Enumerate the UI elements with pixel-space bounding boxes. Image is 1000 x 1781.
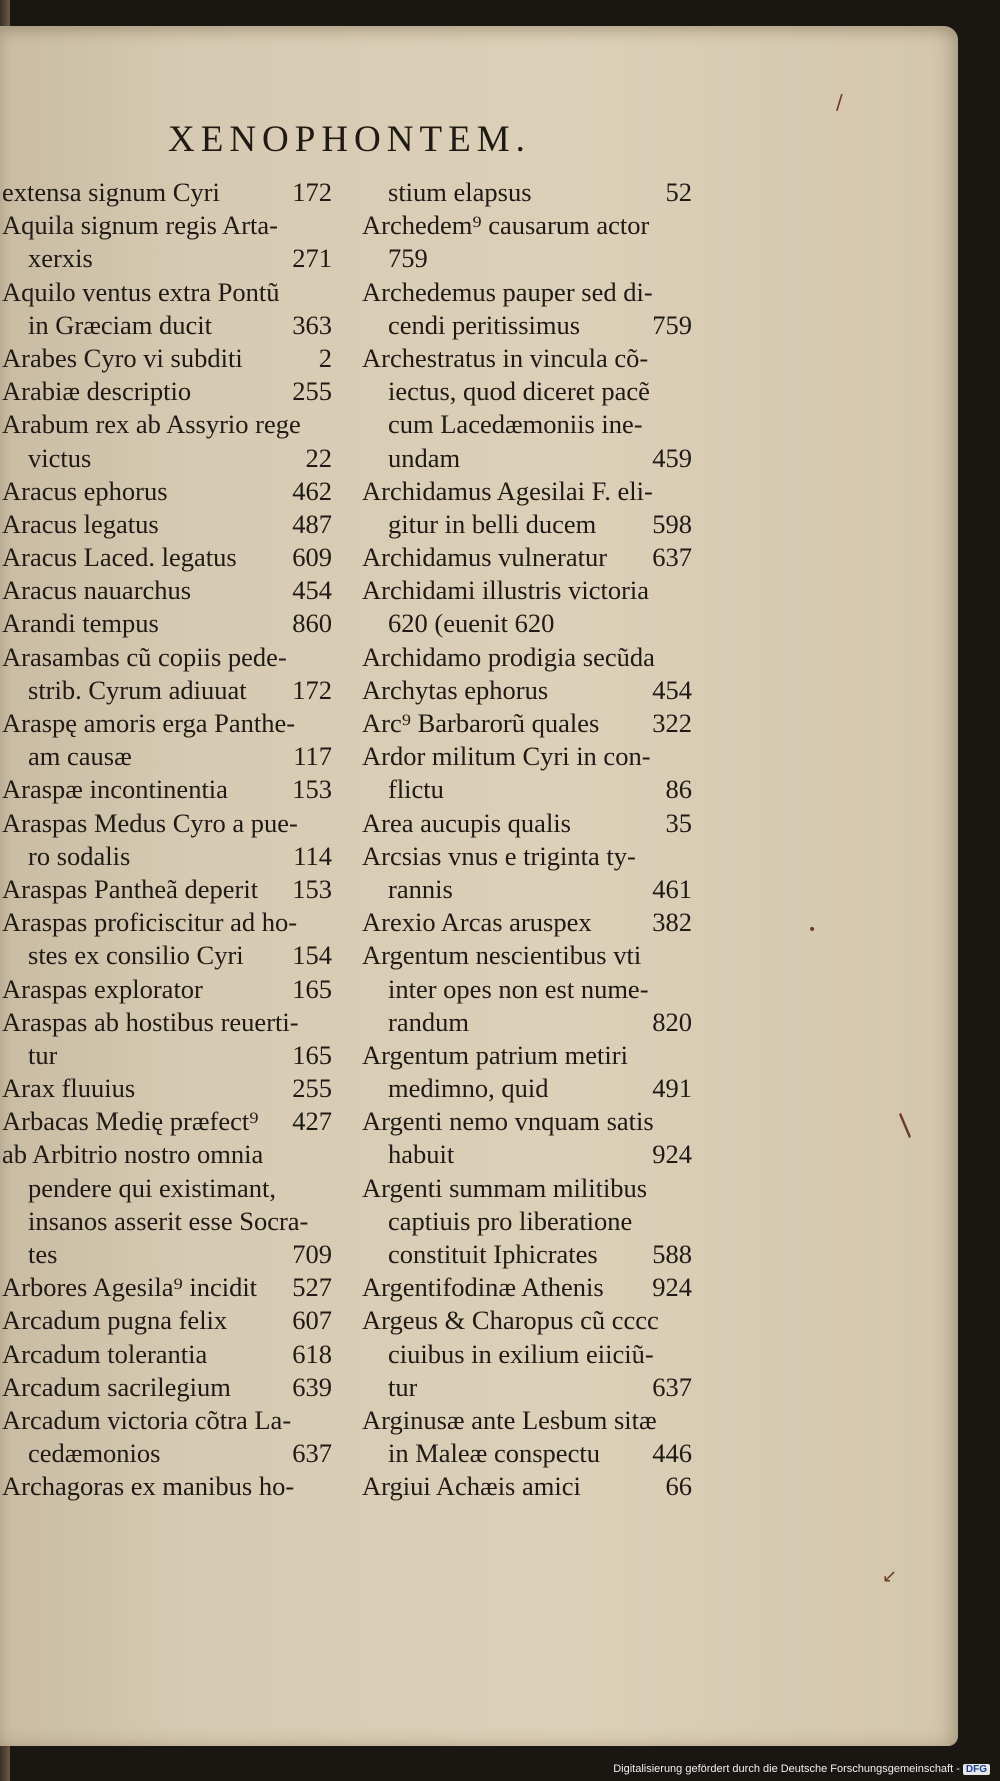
index-page-number: 382	[652, 907, 692, 938]
index-entry-line	[362, 309, 692, 342]
index-page-number	[326, 276, 332, 309]
index-entry-line	[2, 176, 332, 209]
index-entry-line	[362, 242, 692, 275]
dfg-logo: DFG	[963, 1764, 990, 1775]
index-entry-line	[2, 1072, 332, 1105]
index-entry-text: Arasambas cũ copiis pede-	[2, 641, 287, 672]
index-entry-text: ro sodalis	[28, 840, 131, 871]
index-page-number	[686, 1172, 692, 1205]
index-page-number	[326, 1404, 332, 1437]
index-entry-line	[362, 740, 692, 773]
index-entry-line	[362, 1172, 692, 1205]
index-entry-line	[2, 1039, 332, 1072]
index-page-number: 255	[292, 376, 332, 407]
index-entry-line	[362, 973, 692, 1006]
index-entry-line	[2, 242, 332, 275]
index-page-number	[686, 740, 692, 773]
index-entry-line	[2, 1437, 332, 1470]
index-entry-line	[2, 707, 332, 740]
index-entry-line	[2, 641, 332, 674]
index-page-number: 491	[652, 1073, 692, 1104]
index-entry-line	[2, 574, 332, 607]
index-entry-text: Archestratus in vincula cõ-	[362, 342, 649, 373]
index-entry-text: Araspas Medus Cyro a pue-	[2, 807, 298, 838]
index-page-number	[326, 408, 332, 441]
index-entry-line	[2, 209, 332, 242]
index-entry-line	[362, 342, 692, 375]
index-page-number: 363	[292, 309, 332, 340]
index-page-number	[686, 342, 692, 375]
index-entry-text: Ardor militum Cyri in con-	[362, 741, 651, 772]
index-entry-text: xerxis	[28, 243, 93, 274]
index-page-number	[686, 641, 692, 674]
index-entry-line	[2, 1238, 332, 1271]
index-entry-line	[362, 773, 692, 806]
index-page-number: 322	[652, 708, 692, 738]
index-page-number: 86	[665, 774, 692, 805]
index-entry-text: cum Lacedæmoniis ine-	[388, 409, 643, 440]
index-entry-line	[362, 375, 692, 408]
index-entry-text: Archidami illustris victoria	[362, 575, 650, 606]
index-page-number: 446	[652, 1438, 692, 1469]
index-entry-text: undam	[388, 442, 461, 473]
index-entry-text: pendere qui existimant,	[28, 1172, 276, 1203]
index-entry-text: stium elapsus	[388, 177, 532, 207]
index-entry-line	[362, 807, 692, 840]
index-entry-text: Araspas ab hostibus reuerti-	[2, 1006, 299, 1037]
index-page-number: 527	[292, 1272, 332, 1303]
index-entry-text: Argiui Achæis amici	[362, 1471, 581, 1502]
index-entry-line	[362, 408, 692, 441]
index-entry-line	[2, 475, 332, 508]
index-entry-text: tes	[28, 1239, 58, 1269]
index-page-number: 153	[292, 774, 332, 805]
index-entry-text: habuit	[388, 1139, 455, 1170]
index-entry-line	[2, 1338, 332, 1371]
index-page-number	[686, 1304, 692, 1337]
index-page-number: 609	[292, 542, 332, 573]
index-page-number	[686, 242, 692, 275]
index-page-number: 52	[665, 177, 692, 207]
index-entry-text: Archidamus vulneratur	[362, 542, 608, 573]
index-entry-text: Araspas explorator	[2, 973, 203, 1004]
index-entry-text: ab Arbitrio nostro omnia	[2, 1139, 264, 1170]
index-entry-text: in Græciam ducit	[28, 309, 212, 340]
index-page-number	[326, 641, 332, 674]
index-entry-line	[362, 840, 692, 873]
ink-mark: •	[808, 922, 817, 938]
index-page-number: 427	[292, 1106, 332, 1137]
index-page-number: 255	[292, 1073, 332, 1104]
index-entry-text: Arcsias vnus e triginta ty-	[362, 840, 636, 871]
index-entry-line	[2, 939, 332, 972]
index-entry-text: Argentum patrium metiri	[362, 1039, 628, 1070]
index-entry-line	[2, 1404, 332, 1437]
index-entry-line	[362, 1205, 692, 1238]
index-entry-text: Arcadum pugna felix	[2, 1305, 228, 1336]
index-entry-line	[362, 674, 692, 707]
index-page-number	[326, 906, 332, 939]
index-page-number	[686, 840, 692, 873]
index-column-right	[362, 176, 692, 1504]
index-page-number: 637	[292, 1438, 332, 1469]
index-page-number: 588	[652, 1239, 692, 1269]
running-head: XENOPHONTEM.	[168, 119, 531, 160]
index-page-number	[326, 1138, 332, 1171]
ink-mark: /	[889, 1108, 921, 1143]
index-entry-text: 620 (euenit 620	[388, 608, 555, 639]
index-page-number: 637	[652, 542, 692, 573]
index-entry-line	[362, 1404, 692, 1437]
index-entry-line	[362, 475, 692, 508]
index-entry-line	[2, 276, 332, 309]
book-page	[0, 26, 958, 1746]
index-page-number: 22	[305, 442, 332, 473]
index-entry-text: Aracus legatus	[2, 508, 159, 539]
index-entry-text: iectus, quod diceret pacẽ	[388, 376, 650, 407]
footer-text: Digitalisierung gefördert durch die Deutsche Forschungsgemeinschaft -	[613, 1763, 960, 1775]
index-page-number: 709	[292, 1239, 332, 1269]
index-entry-line	[2, 740, 332, 773]
index-entry-text: constituit Iphicrates	[388, 1239, 598, 1269]
index-entry-line	[2, 1205, 332, 1238]
index-entry-text: Aracus Laced. legatus	[2, 542, 237, 573]
index-entry-line	[362, 1470, 692, 1503]
index-page-number	[686, 408, 692, 441]
index-page-number: 66	[665, 1471, 692, 1502]
index-entry-line	[2, 906, 332, 939]
index-entry-line	[2, 442, 332, 475]
index-page-number: 820	[652, 1006, 692, 1037]
index-entry-text: Arabes Cyro vi subditi	[2, 342, 243, 373]
index-entry-text: Area aucupis qualis	[362, 807, 571, 838]
index-entry-line	[362, 1371, 692, 1404]
index-page-number: 165	[292, 1039, 332, 1070]
index-page-number: 607	[292, 1305, 332, 1336]
index-entry-text: Arabiæ descriptio	[2, 376, 192, 407]
index-entry-text: Argenti nemo vnquam satis	[362, 1106, 654, 1137]
index-entry-line	[2, 408, 332, 441]
index-entry-text: Arcadum tolerantia	[2, 1338, 208, 1369]
index-page-number: 461	[652, 873, 692, 904]
index-page-number	[326, 1470, 332, 1503]
index-page-number	[326, 707, 332, 740]
index-page-number: 924	[652, 1139, 692, 1170]
index-entry-text: Arcadum sacrilegium	[2, 1371, 231, 1402]
index-page-number: 454	[292, 575, 332, 606]
index-entry-line	[362, 906, 692, 939]
index-entry-line	[362, 1271, 692, 1304]
digitization-footer	[613, 1763, 990, 1775]
index-entry-text: Araspas proficiscitur ad ho-	[2, 907, 298, 938]
index-page-number	[686, 1105, 692, 1138]
index-page-number: 618	[292, 1338, 332, 1369]
index-entry-line	[2, 840, 332, 873]
index-page-number: 639	[292, 1371, 332, 1402]
index-page-number: 459	[652, 442, 692, 473]
index-entry-line	[2, 508, 332, 541]
index-entry-text: medimno, quid	[388, 1073, 549, 1104]
index-entry-line	[362, 541, 692, 574]
index-page-number	[686, 973, 692, 1006]
index-entry-line	[2, 773, 332, 806]
index-entry-line	[362, 209, 692, 242]
index-page-number	[686, 209, 692, 242]
index-entry-text: cedæmonios	[28, 1438, 161, 1469]
index-entry-text: Archidamo prodigia secũda	[362, 641, 655, 672]
index-entry-text: Argenti summam militibus	[362, 1172, 648, 1203]
index-entry-line	[362, 1072, 692, 1105]
index-entry-line	[362, 939, 692, 972]
index-entry-line	[2, 1105, 332, 1138]
index-entry-text: captiuis pro liberatione	[388, 1205, 633, 1236]
index-entry-text: Arbacas Medię præfect⁹	[2, 1106, 259, 1137]
index-entry-line	[362, 1437, 692, 1470]
index-entry-line	[362, 1138, 692, 1171]
index-entry-line	[2, 1371, 332, 1404]
index-page-number: 637	[652, 1371, 692, 1402]
index-page-number	[686, 1205, 692, 1238]
index-entry-line	[2, 873, 332, 906]
index-page-number: 271	[292, 243, 332, 274]
index-entry-line	[2, 973, 332, 1006]
index-entry-line	[2, 1138, 332, 1171]
index-page-number: 759	[652, 309, 692, 340]
index-page-number: 172	[292, 177, 332, 207]
index-entry-text: tur	[28, 1039, 58, 1070]
index-page-number	[686, 475, 692, 508]
ink-mark: /	[836, 90, 843, 114]
index-page-number	[686, 276, 692, 309]
index-entry-text: flictu	[388, 774, 444, 805]
index-entry-text: ciuibus in exilium eiiciũ-	[388, 1338, 654, 1369]
index-entry-text: in Maleæ conspectu	[388, 1438, 600, 1469]
index-page-number: 153	[292, 873, 332, 904]
index-page-number	[686, 1338, 692, 1371]
index-entry-line	[362, 1304, 692, 1337]
index-page-number: 165	[292, 973, 332, 1004]
index-page-number	[686, 939, 692, 972]
index-entry-text: victus	[28, 442, 92, 473]
index-entry-line	[2, 807, 332, 840]
ink-mark: ↙	[882, 1566, 898, 1587]
index-entry-text: stes ex consilio Cyri	[28, 940, 244, 971]
index-entry-line	[362, 508, 692, 541]
index-page-number: 154	[292, 940, 332, 971]
index-entry-text: Archytas ephorus	[362, 674, 549, 705]
index-page-number	[326, 807, 332, 840]
index-entry-text: Archagoras ex manibus ho-	[2, 1471, 295, 1502]
index-entry-line	[2, 1470, 332, 1503]
index-entry-text: Arbores Agesila⁹ incidit	[2, 1272, 258, 1303]
index-entry-text: Arcadum victoria cõtra La-	[2, 1404, 292, 1435]
index-entry-text: rannis	[388, 873, 453, 904]
index-entry-text: Araspę amoris erga Panthe-	[2, 708, 296, 738]
index-page-number	[686, 375, 692, 408]
index-column-left	[2, 176, 332, 1504]
index-entry-line	[2, 1271, 332, 1304]
index-entry-line	[2, 309, 332, 342]
index-entry-text: Arginusæ ante Lesbum sitæ	[362, 1404, 657, 1435]
index-page-number: 860	[292, 608, 332, 639]
index-entry-line	[362, 1105, 692, 1138]
index-entry-line	[362, 873, 692, 906]
index-page-number	[326, 1172, 332, 1205]
index-entry-line	[2, 342, 332, 375]
index-entry-text: gitur in belli ducem	[388, 508, 597, 539]
index-entry-text: Argeus & Charopus cũ cccc	[362, 1305, 659, 1336]
index-entry-line	[362, 1338, 692, 1371]
index-entry-text: randum	[388, 1006, 469, 1037]
index-page-number: 172	[292, 674, 332, 705]
index-page-number	[686, 1039, 692, 1072]
index-entry-line	[2, 607, 332, 640]
index-entry-line	[362, 574, 692, 607]
index-entry-line	[362, 1039, 692, 1072]
index-entry-text: Arax fluuius	[2, 1073, 136, 1104]
index-page-number: 117	[293, 741, 332, 772]
index-page-number: 454	[652, 674, 692, 705]
index-entry-text: cendi peritissimus	[388, 309, 581, 340]
index-page-number: 2	[318, 342, 332, 373]
index-entry-line	[362, 641, 692, 674]
index-entry-text: Archedem⁹ causarum actor	[362, 210, 650, 241]
index-entry-line	[2, 1172, 332, 1205]
index-page-number	[326, 1205, 332, 1238]
index-page-number: 487	[292, 508, 332, 539]
index-entry-line	[362, 276, 692, 309]
index-entry-line	[362, 1006, 692, 1039]
index-entry-text: 759	[388, 243, 428, 274]
index-entry-line	[362, 442, 692, 475]
index-entry-text: insanos asserit esse Socra-	[28, 1205, 309, 1236]
index-page-number	[686, 1404, 692, 1437]
index-page-number: 924	[652, 1272, 692, 1303]
index-page-number	[686, 574, 692, 607]
index-entry-text: Araspæ incontinentia	[2, 774, 228, 805]
index-entry-text: Argentifodinæ Athenis	[362, 1272, 604, 1303]
index-entry-line	[362, 607, 692, 640]
index-entry-text: Aquilo ventus extra Pontũ	[2, 276, 280, 307]
index-entry-text: Archedemus pauper sed di-	[362, 276, 653, 307]
index-page-number: 35	[665, 807, 692, 838]
index-entry-text: Arabum rex ab Assyrio rege	[2, 409, 301, 440]
index-entry-text: strib. Cyrum adiuuat	[28, 674, 247, 705]
index-entry-line	[2, 1006, 332, 1039]
index-page-number: 462	[292, 475, 332, 506]
index-page-number	[326, 209, 332, 242]
index-entry-text: Archidamus Agesilai F. eli-	[362, 475, 653, 506]
index-entry-text: Aquila signum regis Arta-	[2, 210, 278, 241]
index-entry-text: Arexio Arcas aruspex	[362, 907, 592, 938]
index-entry-text: inter opes non est nume-	[388, 973, 649, 1004]
index-entry-text: Argentum nescientibus vti	[362, 940, 642, 971]
index-entry-line	[2, 674, 332, 707]
index-page-number	[326, 1006, 332, 1039]
index-entry-text: am causæ	[28, 741, 132, 772]
index-entry-text: Araspas Pantheã deperit	[2, 873, 259, 904]
index-entry-text: Arc⁹ Barbarorũ quales	[362, 708, 600, 738]
index-entry-line	[362, 707, 692, 740]
index-page-number	[686, 607, 692, 640]
index-entry-line	[2, 541, 332, 574]
index-entry-text: tur	[388, 1371, 418, 1402]
index-entry-line	[2, 1304, 332, 1337]
index-entry-line	[2, 375, 332, 408]
index-entry-line	[362, 1238, 692, 1271]
index-page-number: 114	[293, 840, 332, 871]
index-entry-text: Arandi tempus	[2, 608, 159, 639]
index-entry-text: extensa signum Cyri	[2, 177, 220, 207]
index-entry-text: Aracus ephorus	[2, 475, 168, 506]
index-page-number: 598	[652, 508, 692, 539]
index-entry-text: Aracus nauarchus	[2, 575, 192, 606]
index-entry-line	[362, 176, 692, 209]
